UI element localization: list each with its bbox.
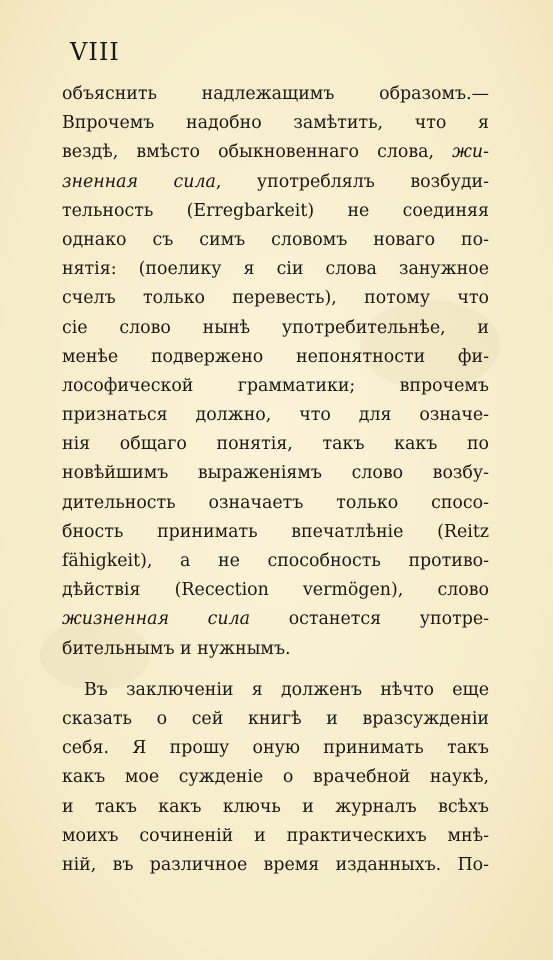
paragraph-1 (62, 80, 489, 664)
text-line: лософической грамматики; впрочемъ (62, 375, 489, 396)
text-line: себя. Я прошу оную принимать такъ (62, 738, 489, 759)
text-line: однако съ симъ словомъ новаго по- (62, 229, 489, 250)
text-line: сіе слово нынѣ употребительнѣе, и (62, 317, 489, 338)
body-text (62, 80, 489, 880)
text-line: менѣе подвержено непонятности фи- (62, 346, 489, 367)
emphasized-term: жи- (452, 142, 489, 163)
emphasized-term: жизненная сила (62, 609, 251, 630)
paragraph-gap (62, 664, 489, 676)
text-line: нія общаго понятія, такъ какъ по (62, 434, 489, 455)
text-line: какъ мое сужденіе о врачебной наукѣ, (62, 767, 489, 788)
paragraph-2 (62, 676, 489, 880)
text-line: счелъ только перевесть), потому что (62, 288, 489, 309)
text-line: и такъ какъ ключь и журналъ всѣхъ (62, 796, 489, 817)
text-line: ній, въ различное время изданныхъ. По- (62, 854, 489, 875)
text-line: зненная сила, употреблялъ возбуди- (62, 171, 489, 192)
text-line: вездѣ, вмѣсто обыкновеннаго слова, жи- (62, 142, 489, 163)
text-line: жизненная сила останется употре- (62, 609, 490, 630)
text-line: дѣйствія (Recection vermögen), слово (62, 580, 489, 601)
text-line: fähigkeit), а не способность противо- (62, 551, 489, 571)
page-number: VIII (70, 38, 120, 66)
text-line: дительность означаетъ только спосо- (62, 492, 489, 513)
text-line: бность принимать впечатлѣніе (Reitz (62, 521, 489, 542)
text-line: моихъ сочиненій и практическихъ мнѣ- (62, 825, 489, 846)
text-line: сказать о сей книгѣ и вразсужденіи (62, 708, 489, 729)
text-line: нятія: (поелику я сіи слова занужное (62, 259, 489, 280)
text-line: новѣйшимъ выраженіямъ слово возбу- (62, 463, 489, 484)
text-line: признаться должно, что для означе- (62, 405, 489, 426)
text-line: объяснить надлежащимъ образомъ.— (62, 84, 489, 104)
text-line: бительнымъ и нужнымъ. (62, 638, 291, 659)
text-line: тельность (Erregbarkeit) не соединяя (62, 200, 489, 221)
text-line: Въ заключеніи я долженъ нѣчто еще (84, 679, 489, 700)
emphasized-term: зненная сила (62, 171, 216, 192)
text-line: Впрочемъ надобно замѣтить, что я (62, 113, 489, 134)
